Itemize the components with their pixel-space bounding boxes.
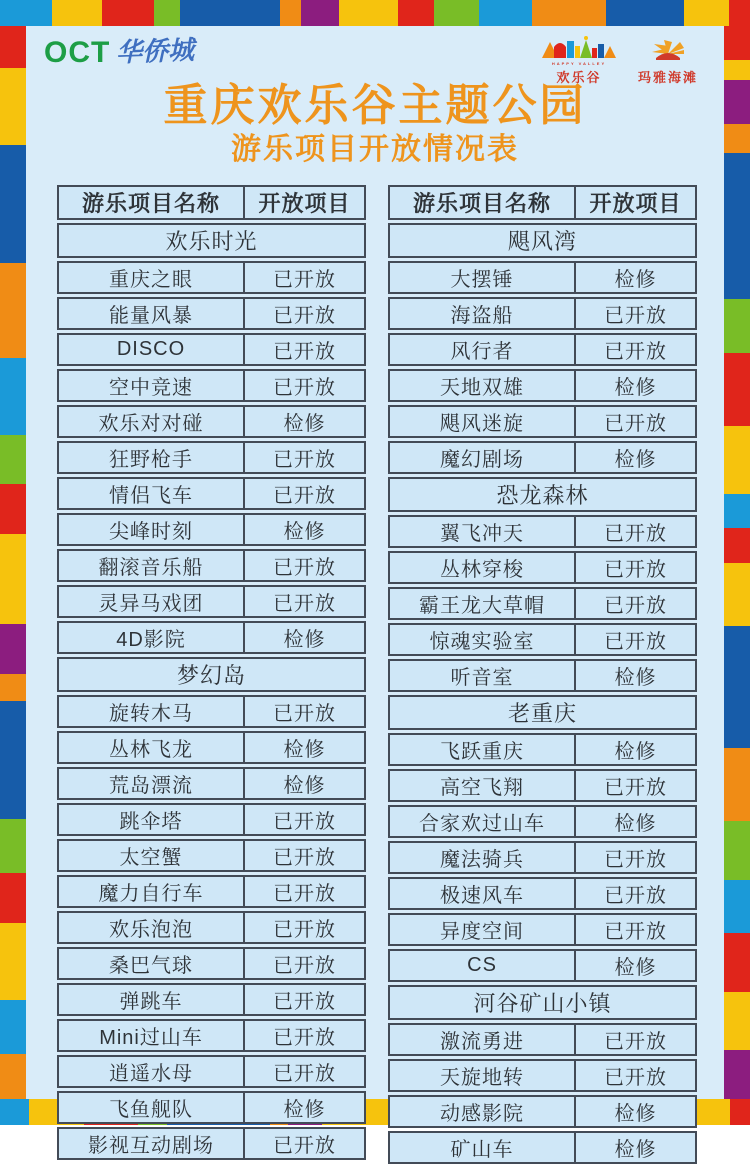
border-color-block — [0, 435, 26, 485]
ride-row — [388, 333, 697, 366]
border-color-block — [0, 819, 26, 873]
ride-name: 魔法骑兵 — [390, 843, 576, 872]
border-color-block — [0, 0, 52, 26]
border-color-block — [724, 880, 750, 934]
ride-status: 已开放 — [273, 955, 337, 977]
zone-section-row — [57, 223, 366, 258]
ride-status: 已开放 — [273, 341, 337, 363]
border-color-block — [684, 0, 730, 26]
border-color-block — [724, 299, 750, 353]
ride-status: 检修 — [283, 629, 326, 651]
border-color-block — [729, 0, 750, 26]
oct-logo-text: OCT — [44, 36, 111, 69]
zone-section-row — [388, 985, 697, 1020]
ride-name: 逍遥水母 — [59, 1057, 245, 1086]
ride-name: 翼飞冲天 — [390, 517, 576, 546]
ride-row — [388, 297, 697, 330]
ride-name: 欢乐对对碰 — [59, 407, 245, 436]
border-color-block — [0, 26, 26, 68]
ride-status: 已开放 — [604, 777, 668, 799]
zone-section-row — [388, 695, 697, 730]
ride-name: 风行者 — [390, 335, 576, 364]
ride-row — [388, 551, 697, 584]
ride-name: 弹跳车 — [59, 985, 245, 1014]
ride-row — [388, 261, 697, 294]
ride-name: 惊魂实验室 — [390, 625, 576, 654]
ride-row — [57, 1127, 366, 1160]
ride-row — [57, 261, 366, 294]
ride-row — [388, 405, 697, 438]
ride-status: 已开放 — [604, 885, 668, 907]
ride-status: 已开放 — [273, 1027, 337, 1049]
zone-name: 梦幻岛 — [176, 663, 246, 688]
ride-status: 已开放 — [273, 1063, 337, 1085]
ride-status: 已开放 — [273, 449, 337, 471]
ride-row — [388, 805, 697, 838]
border-color-block — [724, 1050, 750, 1099]
ride-row — [57, 767, 366, 800]
border-color-block — [0, 534, 26, 624]
ride-row — [57, 297, 366, 330]
ride-row — [388, 949, 697, 982]
ride-row — [388, 1095, 697, 1128]
border-color-block — [724, 26, 750, 60]
border-color-block — [280, 0, 301, 26]
ride-name: 高空飞翔 — [390, 771, 576, 800]
ride-row — [57, 369, 366, 402]
table-header-row — [57, 185, 366, 220]
ride-row — [388, 1131, 697, 1164]
ride-row — [57, 1091, 366, 1124]
ride-name: 空中竞速 — [59, 371, 245, 400]
ride-status: 检修 — [614, 377, 657, 399]
ride-name: 旋转木马 — [59, 697, 245, 726]
ride-status: 检修 — [614, 813, 657, 835]
ride-name: 天地双雄 — [390, 371, 576, 400]
ride-row — [57, 695, 366, 728]
ride-status: 已开放 — [273, 377, 337, 399]
border-color-block — [0, 624, 26, 674]
column-header-open-status: 开放项目 — [589, 191, 682, 216]
ride-row — [388, 659, 697, 692]
ride-name: CS — [390, 951, 576, 980]
ride-status: 检修 — [283, 521, 326, 543]
ride-row — [57, 477, 366, 510]
poster-title — [0, 78, 750, 166]
ride-name: 狂野枪手 — [59, 443, 245, 472]
left-status-table — [57, 185, 366, 1157]
ride-row — [57, 1019, 366, 1052]
border-color-block — [724, 992, 750, 1051]
ride-name: 大摆锤 — [390, 263, 576, 292]
ride-row — [57, 731, 366, 764]
ride-status: 已开放 — [604, 595, 668, 617]
border-color-block — [0, 701, 26, 819]
ride-name: Mini过山车 — [59, 1021, 245, 1050]
ride-name: 动感影院 — [390, 1097, 576, 1126]
ride-name: 飞鱼舰队 — [59, 1093, 245, 1122]
ride-name: 跳伞塔 — [59, 805, 245, 834]
ride-status: 检修 — [614, 741, 657, 763]
ride-row — [57, 513, 366, 546]
ride-row — [388, 369, 697, 402]
ride-name: 欢乐泡泡 — [59, 913, 245, 942]
happy-valley-skyline-icon — [540, 34, 618, 60]
ride-name: 极速风车 — [390, 879, 576, 908]
border-color-block — [52, 0, 101, 26]
ride-status: 已开放 — [273, 919, 337, 941]
border-color-block — [532, 0, 606, 26]
ride-name: 尖峰时刻 — [59, 515, 245, 544]
ride-status: 已开放 — [604, 523, 668, 545]
ride-row — [388, 1023, 697, 1056]
ride-status: 检修 — [283, 1099, 326, 1121]
ride-name: 丛林飞龙 — [59, 733, 245, 762]
border-color-block — [606, 0, 684, 26]
ride-row — [57, 875, 366, 908]
ride-status: 已开放 — [273, 269, 337, 291]
ride-name: DISCO — [59, 335, 245, 364]
border-color-block — [724, 426, 750, 494]
border-color-block — [724, 626, 750, 748]
ride-status: 已开放 — [273, 991, 337, 1013]
zone-section-row — [388, 223, 697, 258]
ride-name: 飓风迷旋 — [390, 407, 576, 436]
ride-status: 已开放 — [273, 811, 337, 833]
ride-row — [57, 333, 366, 366]
ride-row — [388, 877, 697, 910]
ride-name: 4D影院 — [59, 623, 245, 652]
border-color-block — [0, 674, 26, 701]
ride-name: 太空蟹 — [59, 841, 245, 870]
ride-row — [57, 983, 366, 1016]
ride-name: 天旋地转 — [390, 1061, 576, 1090]
border-color-block — [724, 748, 750, 821]
border-color-block — [724, 933, 750, 992]
ride-name: 能量风暴 — [59, 299, 245, 328]
ride-row — [388, 515, 697, 548]
zone-section-row — [388, 477, 697, 512]
ride-status: 已开放 — [604, 559, 668, 581]
right-status-table — [388, 185, 697, 1161]
ride-row — [57, 911, 366, 944]
border-color-block — [102, 0, 154, 26]
ride-status: 检修 — [614, 667, 657, 689]
zone-section-row — [57, 657, 366, 692]
ride-row — [388, 623, 697, 656]
ride-row — [57, 441, 366, 474]
ride-name: 影视互动剧场 — [59, 1129, 245, 1158]
ride-name: 魔幻剧场 — [390, 443, 576, 472]
mosaic-border-left — [0, 26, 26, 1099]
oct-logo-name: 华侨城 — [115, 34, 195, 68]
ride-row — [388, 587, 697, 620]
ride-status: 已开放 — [273, 485, 337, 507]
ride-name: 矿山车 — [390, 1133, 576, 1162]
ride-row — [388, 441, 697, 474]
border-color-block — [0, 1000, 26, 1054]
column-header-open-status: 开放项目 — [258, 191, 351, 216]
ride-row — [57, 621, 366, 654]
border-color-block — [479, 0, 531, 26]
border-color-block — [724, 563, 750, 626]
ride-row — [57, 1055, 366, 1088]
zone-name: 恐龙森林 — [496, 483, 589, 508]
zone-name: 老重庆 — [507, 701, 577, 726]
ride-row — [57, 585, 366, 618]
border-color-block — [301, 0, 339, 26]
border-color-block — [398, 0, 434, 26]
ride-status: 检修 — [283, 775, 326, 797]
page-title: 重庆欢乐谷主题公园 — [163, 81, 587, 130]
ride-status: 检修 — [614, 449, 657, 471]
ride-name: 激流勇进 — [390, 1025, 576, 1054]
ride-status: 已开放 — [273, 1135, 337, 1157]
ride-status: 已开放 — [273, 847, 337, 869]
ride-status: 检修 — [614, 957, 657, 979]
ride-row — [388, 769, 697, 802]
border-color-block — [724, 821, 750, 880]
ride-status: 已开放 — [273, 557, 337, 579]
border-color-block — [0, 873, 26, 923]
ride-row — [388, 913, 697, 946]
table-header-row — [388, 185, 697, 220]
ride-status: 已开放 — [273, 305, 337, 327]
border-color-block — [724, 353, 750, 426]
border-color-block — [724, 528, 750, 562]
ride-status: 检修 — [614, 1139, 657, 1161]
border-color-block — [434, 0, 480, 26]
ride-name: 情侣飞车 — [59, 479, 245, 508]
ride-status: 已开放 — [604, 631, 668, 653]
column-header-ride-name: 游乐项目名称 — [390, 187, 576, 218]
page-subtitle: 游乐项目开放情况表 — [231, 133, 519, 166]
ride-status: 检修 — [614, 1103, 657, 1125]
ride-status: 已开放 — [604, 1031, 668, 1053]
mosaic-border-right — [724, 26, 750, 1099]
zone-name: 欢乐时光 — [165, 229, 258, 254]
ride-status: 检修 — [614, 269, 657, 291]
ride-name: 重庆之眼 — [59, 263, 245, 292]
ride-status: 已开放 — [273, 703, 337, 725]
ride-name: 桑巴气球 — [59, 949, 245, 978]
border-color-block — [339, 0, 398, 26]
ride-name: 海盗船 — [390, 299, 576, 328]
oct-logo — [44, 34, 195, 69]
ride-status: 已开放 — [604, 921, 668, 943]
ride-row — [57, 839, 366, 872]
ride-name: 灵异马戏团 — [59, 587, 245, 616]
maya-zh-label: 玛雅海滩 — [637, 70, 698, 85]
ride-row — [388, 1059, 697, 1092]
border-color-block — [154, 0, 181, 26]
border-color-block — [724, 60, 750, 80]
ride-name: 合家欢过山车 — [390, 807, 576, 836]
status-tables — [57, 185, 697, 1161]
mosaic-border-top — [0, 0, 750, 26]
ride-status: 已开放 — [604, 341, 668, 363]
ride-status: 检修 — [283, 413, 326, 435]
border-color-block — [180, 0, 280, 26]
ride-name: 异度空间 — [390, 915, 576, 944]
ride-status: 已开放 — [604, 849, 668, 871]
border-color-block — [0, 358, 26, 435]
ride-status: 检修 — [283, 739, 326, 761]
ride-row — [57, 405, 366, 438]
ride-status: 已开放 — [604, 305, 668, 327]
ride-name: 荒岛漂流 — [59, 769, 245, 798]
border-color-block — [0, 1099, 29, 1125]
ride-name: 丛林穿梭 — [390, 553, 576, 582]
happy-valley-zh-label: 欢乐谷 — [556, 70, 602, 85]
maya-sun-icon — [646, 40, 690, 66]
zone-name: 飓风湾 — [507, 229, 577, 254]
ride-status: 已开放 — [273, 593, 337, 615]
ride-name: 飞跃重庆 — [390, 735, 576, 764]
border-color-block — [0, 923, 26, 1000]
zone-name: 河谷矿山小镇 — [473, 991, 612, 1016]
ride-row — [388, 841, 697, 874]
border-color-block — [0, 484, 26, 534]
ride-status: 已开放 — [604, 1067, 668, 1089]
ride-status: 已开放 — [604, 413, 668, 435]
ride-name: 听音室 — [390, 661, 576, 690]
border-color-block — [724, 494, 750, 528]
ride-status: 已开放 — [273, 883, 337, 905]
ride-row — [388, 733, 697, 766]
ride-name: 魔力自行车 — [59, 877, 245, 906]
ride-name: 霸王龙大草帽 — [390, 589, 576, 618]
ride-row — [57, 803, 366, 836]
happy-valley-en-label: HAPPY VALLEY — [551, 61, 607, 66]
border-color-block — [724, 153, 750, 299]
column-header-ride-name: 游乐项目名称 — [59, 187, 245, 218]
border-color-block — [730, 1099, 750, 1125]
ride-row — [57, 947, 366, 980]
ride-name: 翻滚音乐船 — [59, 551, 245, 580]
border-color-block — [0, 1054, 26, 1099]
ride-row — [57, 549, 366, 582]
border-color-block — [0, 263, 26, 358]
